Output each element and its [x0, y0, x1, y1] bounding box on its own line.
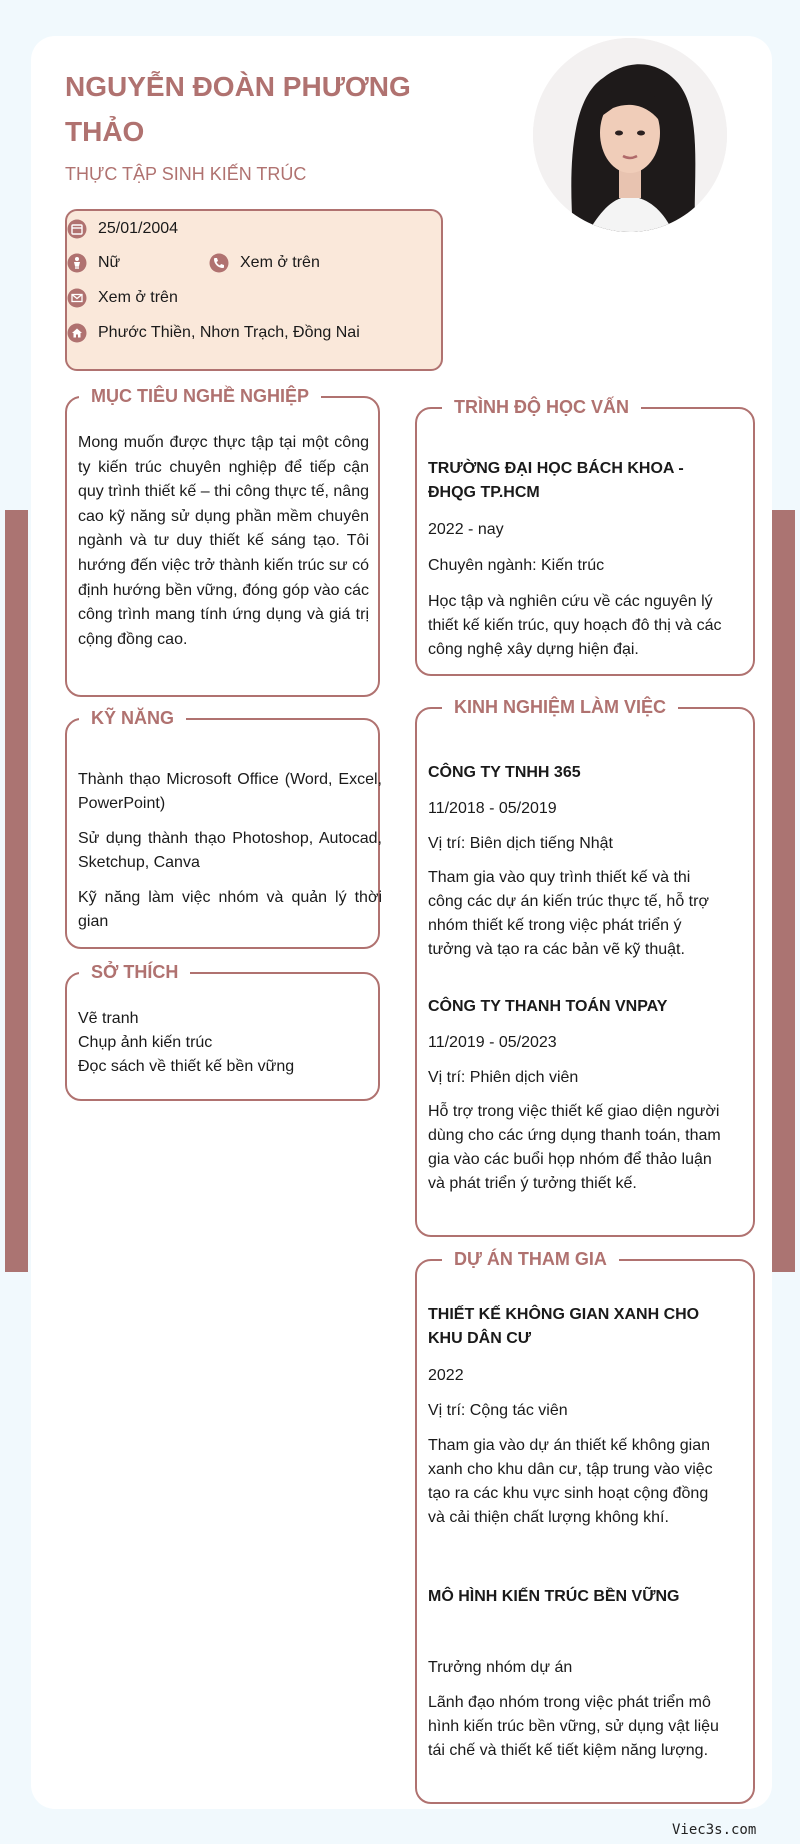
left-decor-bar — [5, 510, 28, 1272]
info-birthdate — [67, 219, 178, 239]
education-period: 2022 - nay — [428, 521, 504, 538]
job-description: Hỗ trợ trong việc thiết kế giao diện người dùng cho các ứng dụng thanh toán, tham gia vào các buổi họp nhóm để thảo luận và phát triển ý tưởng thiết kế. — [428, 1103, 721, 1192]
education-major: Chuyên ngành: Kiến trúc — [428, 557, 605, 574]
experience-title: KINH NGHIỆM LÀM VIỆC — [442, 693, 678, 721]
job-period: 11/2019 - 05/2023 — [428, 1034, 557, 1051]
skill-item: Kỹ năng làm việc nhóm và quản lý thời gian — [78, 889, 382, 930]
project-description: Tham gia vào dự án thiết kế không gian xanh cho khu dân cư, tập trung vào việc tạo ra các khu vực sinh hoạt cộng đồng và cải thiện chất lượng không khí. — [428, 1437, 713, 1526]
skills-title: KỸ NĂNG — [79, 704, 186, 732]
project-name: MÔ HÌNH KIẾN TRÚC BỀN VỮNG — [428, 1588, 680, 1605]
right-decor-bar — [772, 510, 795, 1272]
gender-icon — [67, 253, 87, 273]
skills-card — [65, 708, 382, 949]
education-card — [415, 397, 755, 676]
gender-text: Nữ — [98, 254, 121, 271]
school-name: TRƯỜNG ĐẠI HỌC BÁCH KHOA - ĐHQG TP.HCM — [428, 460, 684, 501]
hobby-item: Vẽ tranh — [78, 1010, 139, 1027]
candidate-name: NGUYỄN ĐOÀN PHƯƠNG THẢO — [65, 71, 411, 147]
profile-photo — [533, 38, 727, 232]
email-text: Xem ở trên — [98, 289, 178, 306]
objective-title: MỤC TIÊU NGHỀ NGHIỆP — [79, 382, 321, 410]
projects-title: DỰ ÁN THAM GIA — [442, 1245, 619, 1273]
job-position: Vị trí: Phiên dịch viên — [428, 1069, 579, 1086]
home-icon — [67, 323, 87, 343]
email-icon — [67, 288, 87, 308]
skill-item: Thành thạo Microsoft Office (Word, Excel, PowerPoint) — [78, 771, 382, 812]
job-company: CÔNG TY THANH TOÁN VNPAY — [428, 998, 668, 1015]
project-name: THIẾT KẾ KHÔNG GIAN XANH CHO KHU DÂN CƯ — [428, 1306, 700, 1347]
project-role: Trưởng nhóm dự án — [428, 1659, 573, 1676]
hobbies-title: SỞ THÍCH — [79, 958, 190, 986]
info-address — [67, 323, 360, 343]
skill-item: Sử dụng thành thạo Photoshop, Autocad, Sketchup, Canva — [78, 830, 382, 871]
job-position: Vị trí: Biên dịch tiếng Nhật — [428, 835, 613, 852]
job-period: 11/2018 - 05/2019 — [428, 800, 557, 817]
job-company: CÔNG TY TNHH 365 — [428, 764, 581, 781]
project-year: 2022 — [428, 1367, 464, 1384]
calendar-icon — [67, 219, 87, 239]
project-description: Lãnh đạo nhóm trong việc phát triển mô hình kiến trúc bền vững, sử dụng vật liệu tái chế và thiết kế tiết kiệm năng lượng. — [428, 1694, 719, 1759]
objective-text: Mong muốn được thực tập tại một công ty kiến trúc chuyên nghiệp để tiếp cận quy trình thiết kế – thi công thực tế, nâng cao kỹ năng sử dụng phần mềm chuyên ngành và tư duy thiết kế sáng tạo. Tôi hướng đến việc trở thành kiến trúc sư có định hướng bền vững, đóng góp vào các công trình mang tính ứng dụng và giá trị cộng đồng cao. — [78, 434, 369, 648]
footer-watermark: Viec3s.com — [672, 1822, 757, 1838]
info-gender — [67, 253, 120, 273]
projects-card — [415, 1249, 755, 1804]
birthdate-text: 25/01/2004 — [98, 220, 179, 237]
info-phone — [209, 253, 320, 273]
phone-text: Xem ở trên — [240, 254, 320, 271]
education-description: Học tập và nghiên cứu về các nguyên lý thiết kế kiến trúc, quy hoạch đô thị và các công nghệ xây dựng hiện đại. — [428, 593, 722, 658]
experience-card — [415, 697, 755, 1237]
hobbies-card — [65, 962, 380, 1101]
address-text: Phước Thiền, Nhơn Trạch, Đồng Nai — [98, 324, 360, 341]
personal-info-box — [65, 209, 443, 371]
info-email — [67, 288, 178, 308]
hobby-item: Đọc sách về thiết kế bền vững — [78, 1058, 295, 1075]
hobby-item: Chụp ảnh kiến trúc — [78, 1034, 213, 1051]
project-role: Vị trí: Cộng tác viên — [428, 1402, 568, 1419]
phone-icon — [209, 253, 229, 273]
candidate-role: THỰC TẬP SINH KIẾN TRÚC — [65, 164, 307, 184]
education-title: TRÌNH ĐỘ HỌC VẤN — [442, 393, 641, 421]
objective-card — [65, 386, 380, 697]
job-description: Tham gia vào quy trình thiết kế và thi công các dự án kiến trúc thực tế, hỗ trợ nhóm thiết kế trong việc phát triển ý tưởng và tạo ra các bản vẽ kỹ thuật. — [428, 869, 709, 958]
